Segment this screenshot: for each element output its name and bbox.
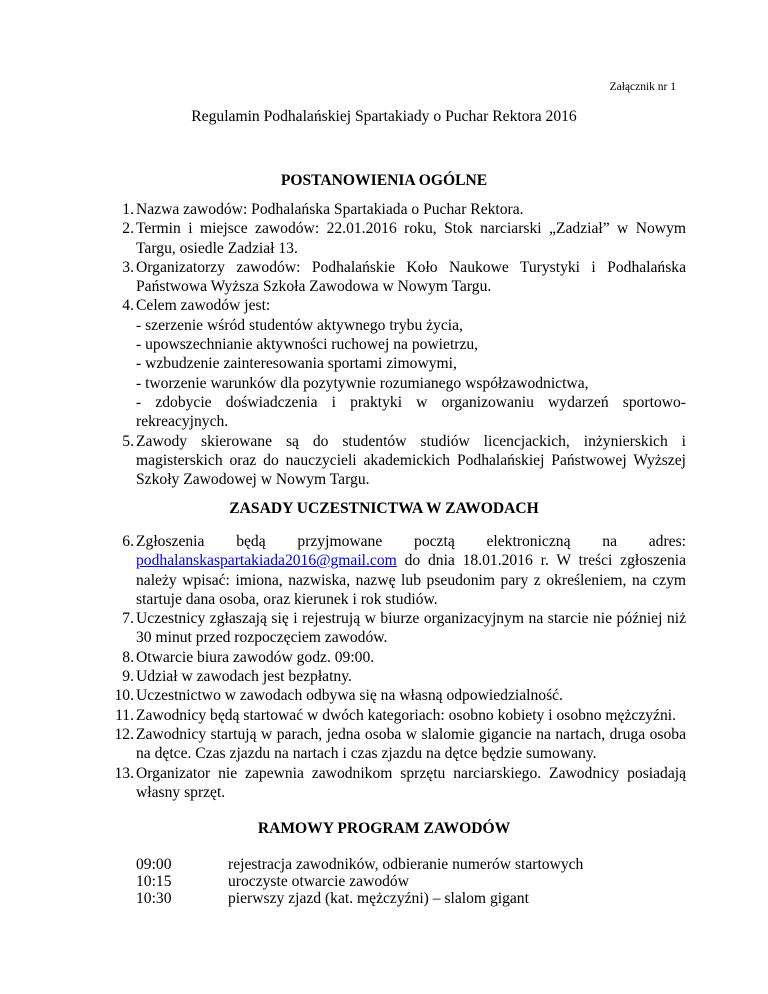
section-heading-program: RAMOWY PROGRAM ZAWODÓW: [257, 820, 511, 837]
list-item: 9. Udział w zawodach jest bezpłatny.: [122, 668, 352, 686]
schedule-row: [136, 856, 583, 873]
goal-item: - zdobycie doświadczenia i praktyki w organizowaniu wydarzeń sportowo-rekreacyjnych.: [136, 393, 686, 431]
goal-item: - tworzenie warunków dla pozytywnie rozumianego współzawodnictwa,: [136, 374, 589, 392]
schedule-desc: pierwszy zjazd (kat. mężczyźni) – slalom gigant: [228, 890, 529, 907]
schedule-desc: uroczyste otwarcie zawodów: [228, 873, 409, 890]
list-item: 6. Zgłoszenia będą przyjmowane pocztą elektroniczną na adres: podhalanskaspartakiada2016@gmail.com do dnia 18.01.2016 r. W treści zgłoszenia należy wpisać: imiona, nazwiska, nazwę lub pseudonim pary z określeniem, na czym startuje dana osoba, oraz kierunek i rok studiów.: [122, 533, 686, 608]
list-item: 8. Otwarcie biura zawodów godz. 09:00.: [122, 648, 375, 666]
goal-item: - szerzenie wśród studentów aktywnego trybu życia,: [136, 316, 463, 334]
schedule: [136, 856, 583, 907]
list-item: 12. Zawodnicy startują w parach, jedna osoba w slalomie gigancie na nartach, druga osoba na dętce. Czas zjazdu na nartach i czas zjazdu na dętce będzie sumowany.: [114, 725, 686, 763]
list-item: 5. Zawody skierowane są do studentów studiów licencjackich, inżynierskich i magisterskich oraz do nauczycieli akademickich Podhalańskiej Państwowej Wyższej Szkoły Zawodowej w Nowym Targu.: [122, 432, 686, 489]
list-item: 4. Celem zawodów jest: - szerzenie wśród studentów aktywnego trybu życia, - upowszechnianie aktywności ruchowej na powietrzu, - wzbudzenie zainteresowania sportami zimowymi, - tworzenie warunków dla pozytywnie rozumianego współzawodnictwa, - zdobycie doświadczenia i praktyki w organizowaniu wydarzeń sportowo-rekreacyjnych.: [122, 297, 686, 431]
schedule-row: [136, 873, 583, 890]
list-item: 11. Zawodnicy będą startować w dwóch kategoriach: osobno kobiety i osobno mężczyźni.: [115, 706, 676, 724]
schedule-desc: rejestracja zawodników, odbieranie numerów startowych: [228, 856, 584, 873]
annex-label: Załącznik nr 1: [609, 81, 676, 93]
section-heading-general: POSTANOWIENIA OGÓLNE: [280, 172, 488, 189]
participation-rules-list: [108, 532, 686, 802]
list-item: 7. Uczestnicy zgłaszają się i rejestrują w biurze organizacyjnym na starcie nie później niż 30 minut przed rozpoczęciem zawodów.: [122, 610, 686, 647]
goal-item: - wzbudzenie zainteresowania sportami zimowymi,: [136, 355, 457, 373]
general-provisions-list: [108, 200, 686, 489]
section-heading-participation: ZASADY UCZESTNICTWA W ZAWODACH: [229, 500, 539, 517]
schedule-row: [136, 890, 583, 907]
list-item: 3. Organizatorzy zawodów: Podhalańskie Koło Naukowe Turystyki i Podhalańska Państwowa Wyższa Szkoła Zawodowa w Nowym Targu.: [122, 258, 686, 296]
list-item: 10. Uczestnictwo w zawodach odbywa się na własną odpowiedzialność.: [114, 687, 563, 705]
document-title: Regulamin Podhalańskiej Spartakiady o Puchar Rektora 2016: [191, 108, 577, 125]
email-link[interactable]: podhalanskaspartakiada2016@gmail.com: [136, 552, 397, 570]
list-item: 2. Termin i miejsce zawodów: 22.01.2016 roku, Stok narciarski „Zadział” w Nowym Targu, osiedle Zadział 13.: [122, 220, 686, 257]
schedule-time: 09:00: [136, 856, 172, 873]
schedule-time: 10:30: [136, 890, 172, 907]
goal-item: - upowszechnianie aktywności ruchowej na powietrzu,: [136, 336, 479, 354]
list-item: 1. Nazwa zawodów: Podhalańska Spartakiada o Puchar Rektora.: [122, 201, 524, 218]
list-item: 13. Organizator nie zapewnia zawodnikom sprzętu narciarskiego. Zawodnicy posiadają własny sprzęt.: [114, 764, 686, 801]
schedule-time: 10:15: [136, 873, 172, 890]
